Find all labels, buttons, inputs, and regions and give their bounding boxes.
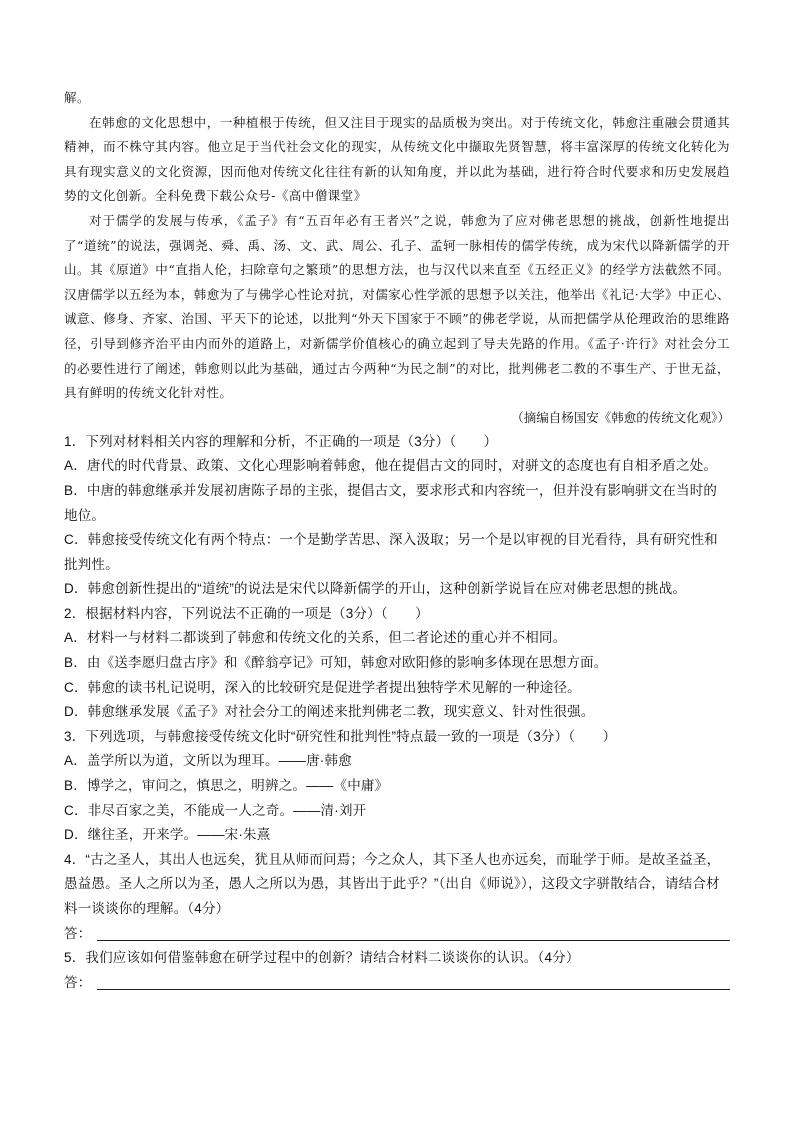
question-2-option-d: D．韩愈继承发展《孟子》对社会分工的阐述来批判佛老二教，现实意义、针对性很强。 bbox=[64, 704, 595, 720]
question-4-answer-label: 答： bbox=[64, 925, 92, 941]
question-4-answer-rule[interactable] bbox=[97, 939, 730, 941]
question-4-answer-line[interactable] bbox=[64, 922, 730, 947]
question-2 bbox=[64, 602, 730, 725]
passage-paragraph-2: 对于儒学的发展与传承，《孟子》有“五百年必有王者兴”之说，韩愈为了应对佛老思想的挑战，创新性地提出了“道统”的说法，强调尧、舜、禹、汤、文、武、周公、孔子、孟轲一脉相传的儒学传统，成为宋代以降新儒学的开山。其《原道》中“直指人伦，扫除章句之繁琐”的思想方法，也与汉代以来直至《五经正义》的经学方法截然不同。汉唐儒学以五经为本，韩愈为了与佛学心性论对抗，对儒家心性学派的思想予以关注，他举出《礼记·大学》中正心、诚意、修身、齐家、治国、平天下的论述，以批判“外天下国家于不顾”的佛老学说，从而把儒学从伦理政治的思维路径，引导到修齐治平由内而外的道路上，对新儒学价值核心的确立起到了导夫先路的作用。《孟子·许行》对社会分工的必要性进行了阐述，韩愈则以此为基础，通过古今两种“为民之制”的对比，批判佛老二教的不事生产、于世无益，具有鲜明的传统文化针对性。 bbox=[64, 212, 730, 401]
question-1 bbox=[64, 430, 730, 602]
question-3-option-c: C．非尽百家之美，不能成一人之奇。——清·刘开 bbox=[64, 802, 367, 818]
passage-source: （摘编自杨国安《韩愈的传统文化观》） bbox=[511, 409, 730, 425]
passage-paragraph-1: 在韩愈的文化思想中，一种植根于传统，但又注目于现实的品质极为突出。对于传统文化，韩愈注重融会贯通其精神，而不株守其内容。他立足于当代社会文化的现实，从传统文化中撷取先贤智慧，将丰富深厚的传统文化转化为具有现实意义的文化资源，因而他对传统文化往往有新的认知角度，并以此为基础，进行符合时代要求和历史发展趋势的文化创新。全科免费下载公众号-《高中僧课堂》 bbox=[64, 114, 730, 204]
question-1-option-a: A．唐代的时代背景、政策、文化心理影响着韩愈，他在提倡古文的同时，对骈文的态度也有自相矛盾之处。 bbox=[64, 458, 718, 474]
reading-passage bbox=[64, 86, 730, 406]
question-5 bbox=[64, 946, 730, 995]
question-3-stem: 3．下列选项，与韩愈接受传统文化时“研究性和批判性”特点最一致的一项是（3分）（ ） bbox=[64, 728, 617, 744]
question-2-stem: 2．根据材料内容，下列说法不正确的一项是（3分）（ ） bbox=[64, 605, 429, 621]
question-5-answer-line[interactable] bbox=[64, 971, 730, 996]
passage-fragment: 解。 bbox=[64, 90, 90, 105]
question-1-option-b: B．中唐的韩愈继承并发展初唐陈子昂的主张，提倡古文，要求形式和内容统一，但并没有影响骈文在当时的地位。 bbox=[64, 482, 718, 523]
question-5-answer-label: 答： bbox=[64, 974, 92, 990]
question-3 bbox=[64, 725, 730, 848]
question-1-option-d: D．韩愈创新性提出的“道统”的说法是宋代以降新儒学的开山，这种创新学说旨在应对佛老思想的挑战。 bbox=[64, 581, 687, 597]
question-2-option-a: A．材料一与材料二都谈到了韩愈和传统文化的关系，但二者论述的重心并不相同。 bbox=[64, 630, 567, 646]
question-5-answer-rule[interactable] bbox=[97, 988, 730, 990]
question-3-option-d: D．继往圣，开来学。——宋·朱熹 bbox=[64, 827, 271, 843]
question-2-option-c: C．韩愈的读书札记说明，深入的比较研究是促进学者提出独特学术见解的一种途径。 bbox=[64, 679, 581, 695]
questions-section bbox=[64, 430, 730, 996]
question-3-option-b: B．博学之，审问之，慎思之，明辨之。——《中庸》 bbox=[64, 778, 389, 794]
question-4-stem: 4．“古之圣人，其出人也远矣，犹且从师而问焉；今之众人，其下圣人也亦远矣，而耻学于师。是故圣益圣，愚益愚。圣人之所以为圣，愚人之所以为愚，其皆出于此乎？”（出自《师说》），这段文字骈散结合，请结合材料一谈谈你的理解。（4分） bbox=[64, 851, 721, 916]
question-5-stem: 5．我们应该如何借鉴韩愈在研学过程中的创新？请结合材料二谈谈你的认识。（4分） bbox=[64, 950, 580, 966]
question-1-stem: 1．下列对材料相关内容的理解和分析，不正确的一项是（3分）（ ） bbox=[64, 433, 498, 449]
question-2-option-b: B．由《送李愿归盘古序》和《醉翁亭记》可知，韩愈对欧阳修的影响多体现在思想方面。 bbox=[64, 655, 608, 671]
question-4 bbox=[64, 848, 730, 946]
question-3-option-a: A．盖学所以为道，文所以为理耳。——唐·韩愈 bbox=[64, 753, 352, 769]
question-1-option-c: C．韩愈接受传统文化有两个特点：一个是勤学苦思、深入汲取；另一个是以审视的目光看待，具有研究性和批判性。 bbox=[64, 532, 718, 572]
